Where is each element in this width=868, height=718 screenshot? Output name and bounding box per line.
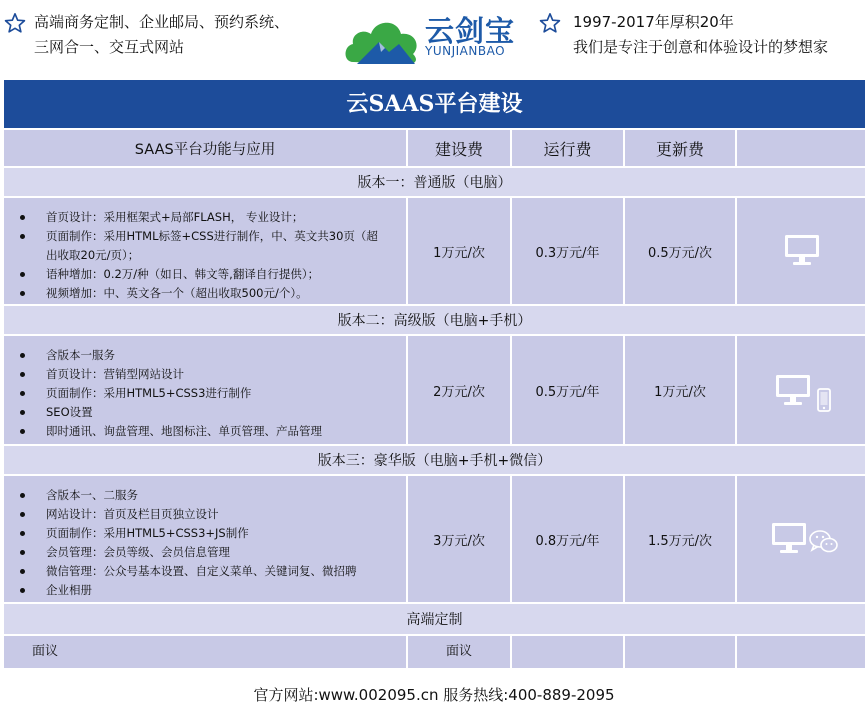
header-left-line1: 高端商务定制、企业邮局、预约系统、 (34, 13, 290, 31)
list-item: 页面制作：采用HTML5+CSS3+JS制作 (18, 524, 357, 543)
column-header-build-fee: 建设费 (408, 130, 510, 166)
logo-chinese-name: 云剑宝 (425, 14, 516, 48)
column-header-devices (737, 130, 865, 166)
custom-devices (737, 636, 865, 668)
version-2-title-row: 版本二：高级版（电脑+手机） (4, 306, 865, 334)
list-item: 微信管理：公众号基本设置、自定义菜单、关键词复、微招聘 (18, 562, 357, 581)
list-item: 页面制作：采用HTML5+CSS3进行制作 (18, 384, 322, 403)
column-header-features: SAAS平台功能与应用 (4, 130, 406, 166)
list-item-continuation: 出收取20元/页）； (46, 248, 140, 262)
cloud-logo-icon (345, 6, 423, 68)
version-3-devices (737, 476, 865, 602)
footer-contact: 官方网站:www.002095.cn 服务热线:400-889-2095 (253, 686, 615, 704)
list-item: 视频增加：中、英文各一个（超出收取500元/个）。 (18, 284, 378, 303)
header-left-text (34, 10, 289, 60)
version-2-update-fee: 1万元/次 (625, 336, 735, 444)
header-right-line2: 我们是专注于创意和体验设计的梦想家 (573, 38, 829, 56)
list-item: 首页设计：营销型网站设计 (18, 365, 322, 384)
list-item: SEO设置 (18, 403, 322, 422)
version-2-run-fee: 0.5万元/年 (512, 336, 623, 444)
column-header-run-fee: 运行费 (512, 130, 623, 166)
custom-run-fee (512, 636, 623, 668)
list-item: 含版本一服务 (18, 346, 322, 365)
page-header (0, 0, 868, 76)
version-3-title-row: 版本三：豪华版（电脑+手机+微信） (4, 446, 865, 474)
header-right-line1: 1997-2017年厚积20年 (573, 13, 734, 31)
list-item: 企业相册 (18, 581, 357, 600)
list-item: 含版本一、二服务 (18, 486, 357, 505)
wechat-icon (809, 528, 839, 556)
pricing-table (4, 80, 865, 668)
monitor-icon (771, 522, 807, 554)
version-3-run-fee: 0.8万元/年 (512, 476, 623, 602)
star-icon (539, 12, 561, 34)
version-2-devices (737, 336, 865, 444)
list-item: 即时通讯、询盘管理、地图标注、单页管理、产品管理 (18, 422, 322, 441)
logo-english-name: YUNJIANBAO (425, 44, 506, 58)
list-item: 会员管理：会员等级、会员信息管理 (18, 543, 357, 562)
table-title: 云SAAS平台建设 (4, 80, 865, 128)
version-3-build-fee: 3万元/次 (408, 476, 510, 602)
list-item: 语种增加：0.2万/种（如日、韩文等,翻译自行提供）； (18, 265, 378, 284)
version-2-features (4, 336, 406, 444)
version-1-build-fee: 1万元/次 (408, 198, 510, 304)
version-3-update-fee: 1.5万元/次 (625, 476, 735, 602)
version-1-title-row: 版本一：普通版（电脑） (4, 168, 865, 196)
monitor-icon (784, 234, 820, 266)
star-icon (4, 12, 26, 34)
header-left-line2: 三网合一、交互式网站 (34, 38, 185, 56)
header-right-text (573, 10, 828, 60)
list-item: 首页设计：采用框架式+局部FLASH， 专业设计； (18, 208, 378, 227)
column-header-update-fee: 更新费 (625, 130, 735, 166)
custom-update-fee (625, 636, 735, 668)
version-1-run-fee: 0.3万元/年 (512, 198, 623, 304)
version-3-features (4, 476, 406, 602)
version-1-features (4, 198, 406, 304)
custom-title-row: 高端定制 (4, 604, 865, 634)
version-2-build-fee: 2万元/次 (408, 336, 510, 444)
phone-icon (817, 388, 831, 412)
list-item: 网站设计：首页及栏目页独立设计 (18, 505, 357, 524)
version-1-devices (737, 198, 865, 304)
list-item: 页面制作：采用HTML标签+CSS进行制作，中、英文共30页（超 (18, 227, 378, 246)
custom-build-fee: 面议 (408, 636, 510, 668)
custom-features: 面议 (4, 636, 406, 668)
monitor-icon (775, 374, 811, 406)
version-1-update-fee: 0.5万元/次 (625, 198, 735, 304)
brand-logo (345, 6, 515, 70)
